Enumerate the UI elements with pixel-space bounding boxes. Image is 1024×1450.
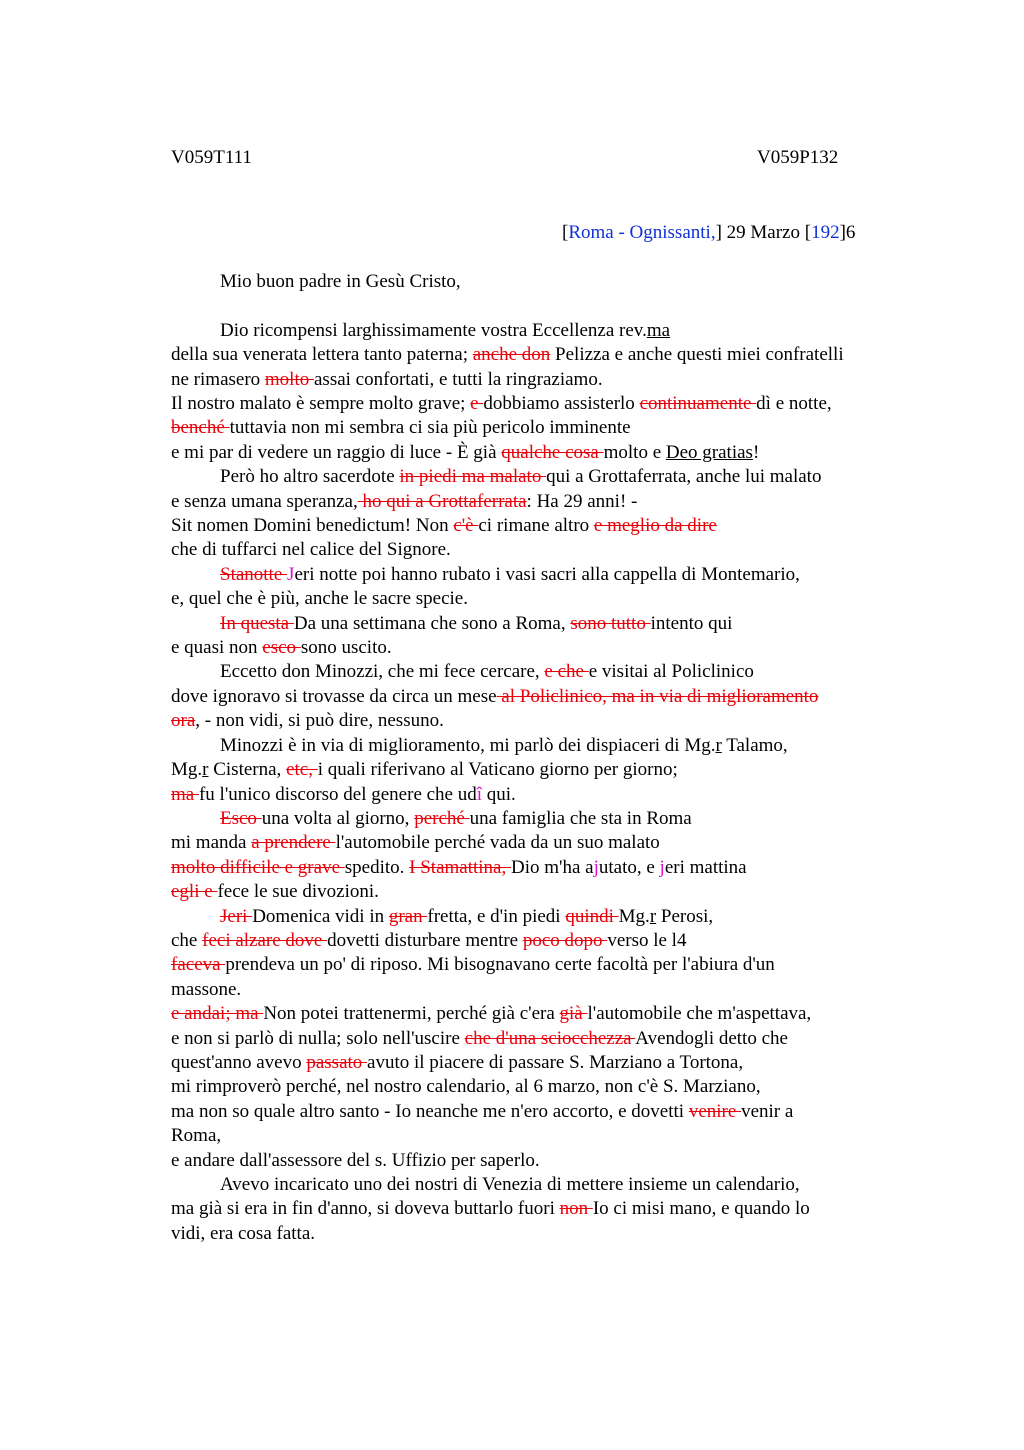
text-line: e andare dall'assessore del s. Uffizio per saperlo. [171, 1149, 540, 1171]
deleted-text: non [559, 1198, 593, 1220]
deleted-text: ho qui a Grottaferrata [357, 490, 527, 512]
deleted-text: e che [544, 661, 589, 683]
text-line [171, 612, 911, 636]
text: Da una settimana che sono a Roma, [293, 612, 571, 634]
text-line [171, 1100, 911, 1124]
text-line [171, 783, 911, 807]
text-line [171, 685, 911, 709]
text-line [171, 734, 911, 758]
text: ma già si era in fin d'anno, si doveva buttarlo fuori [171, 1198, 560, 1220]
text: ne rimasero [171, 368, 265, 390]
text: venir a [741, 1100, 794, 1122]
text-line [171, 1051, 911, 1075]
text: Sit nomen Domini benedictum! Non [171, 515, 454, 537]
underlined-text: Deo gratias [665, 441, 753, 463]
text: Domenica vidi in [252, 905, 389, 927]
text-line [171, 709, 911, 733]
deleted-text: in piedi ma malato [399, 466, 547, 488]
bracket: [ [562, 222, 569, 243]
text: ! [752, 441, 760, 463]
text: eri mattina [664, 856, 747, 878]
text-line [171, 1002, 911, 1026]
text-line: che di tuffarci nel calice del Signore. [171, 539, 451, 561]
text: una famiglia che sta in Roma [469, 807, 692, 829]
text: Il nostro malato è sempre molto grave; [171, 393, 471, 415]
text-line [171, 856, 911, 880]
text: i quali riferivano al Vaticano giorno per giorno; [317, 759, 678, 781]
deleted-text: ma [171, 783, 199, 805]
emended-letter: j [593, 856, 599, 878]
text-line [171, 807, 911, 831]
text: Dio m'ha a [511, 856, 594, 878]
text: Eccetto don Minozzi, che mi fece cercare, [220, 661, 545, 683]
underlined-text: r [202, 759, 209, 781]
deleted-text: feci alzare dove [202, 929, 328, 951]
text: assai confortati, e tutti la ringraziamo. [314, 368, 603, 390]
underlined-text: ma [646, 319, 671, 341]
text: Cisterna, [208, 759, 287, 781]
text: dove ignoravo si trovasse da circa un mese [171, 685, 497, 707]
text: e quasi non [171, 637, 263, 659]
text: eri notte poi hanno rubato i vasi sacri alla cappella di Montemario, [294, 563, 800, 585]
deleted-text: esco [262, 637, 301, 659]
text-line [171, 929, 911, 953]
deleted-text: c'è [453, 515, 479, 537]
deleted-text: sono tutto [570, 612, 651, 634]
text: e non si parlò di nulla; solo nell'uscire [171, 1027, 465, 1049]
deleted-text: I Stamattina, [409, 856, 511, 878]
text-line [171, 392, 911, 416]
text: e visitai al Policlinico [588, 661, 754, 683]
text-line [171, 660, 911, 684]
underlined-text: r [649, 905, 657, 927]
deleted-text: Esco [220, 807, 262, 829]
text-line [171, 1027, 911, 1051]
deleted-text: egli e [171, 881, 218, 903]
text-line [171, 880, 911, 904]
text: : Ha 29 anni! - [526, 490, 638, 512]
text: l'automobile che m'aspettava, [587, 1003, 812, 1025]
text-line: Roma, [171, 1125, 222, 1147]
text: molto e [603, 441, 666, 463]
underlined-text: r [715, 734, 722, 756]
text-line: mi rimproverò perché, nel nostro calendario, al 6 marzo, non c'è S. Marziano, [171, 1076, 761, 1098]
deleted-text: ora [171, 710, 196, 732]
text-line [171, 563, 911, 587]
deleted-text: anche don [472, 344, 551, 366]
text: Minozzi è in via di miglioramento, mi parlò dei dispiaceri di Mg. [220, 734, 716, 756]
text-line [171, 905, 911, 929]
text: Non potei trattenermi, perché già c'era [263, 1003, 560, 1025]
emended-letter: J [287, 563, 295, 585]
text: , - non vidi, si può dire, nessuno. [195, 710, 444, 732]
place-editorial: Roma - Ognissanti, [568, 222, 716, 243]
letter-body [171, 270, 911, 1246]
text: Però ho altro sacerdote [220, 466, 400, 488]
deleted-text: e andai; ma [171, 1003, 264, 1025]
text: spedito. [344, 856, 410, 878]
text-line [171, 416, 911, 440]
deleted-text: benché [171, 417, 230, 439]
text: Mg. [171, 759, 203, 781]
date-end: ]6 [839, 222, 856, 243]
text: mi manda [171, 832, 252, 854]
deleted-text: passato [306, 1051, 368, 1073]
text-line [171, 758, 911, 782]
deleted-text: continuamente [639, 393, 757, 415]
text-line [171, 953, 911, 977]
text: ci rimane altro [478, 515, 594, 537]
deleted-text: venire [688, 1100, 742, 1122]
text: qui a Grottaferrata, anche lui malato [546, 466, 822, 488]
text: dovetti disturbare mentre [327, 929, 523, 951]
text: quest'anno avevo [171, 1051, 307, 1073]
deleted-text: In questa [220, 612, 294, 634]
text-line [171, 831, 911, 855]
deleted-text: che d'una sciocchezza [464, 1027, 636, 1049]
text: Mg. [618, 905, 650, 927]
text: ma non so quale altro santo - Io neanche me n'ero accorto, e dovetti [171, 1100, 689, 1122]
deleted-text: al Policlinico, ma in via di miglioramento [496, 685, 819, 707]
text-line: massone. [171, 978, 242, 1000]
left-reference-code: V059T111 [171, 147, 252, 168]
text: fretta, e d'in piedi [427, 905, 566, 927]
deleted-text: quindi [565, 905, 619, 927]
deleted-text: Stanotte [220, 563, 288, 585]
text: tuttavia non mi sembra ci sia più pericolo imminente [229, 417, 631, 439]
text: dobbiamo assisterlo [483, 393, 640, 415]
emended-letter: j [659, 856, 665, 878]
text: intento qui [650, 612, 733, 634]
text-line [171, 368, 911, 392]
deleted-text: e meglio da dire [593, 515, 717, 537]
deleted-text: perché [414, 807, 470, 829]
text-line [171, 636, 911, 660]
text: Pelizza e anche questi miei confratelli [550, 344, 844, 366]
year-editorial: 192 [811, 222, 840, 243]
text: sono uscito. [300, 637, 392, 659]
text: prendeva un po' di riposo. Mi bisognavano certe facoltà per l'abiura d'un [225, 954, 775, 976]
text-line: vidi, era cosa fatta. [171, 1222, 316, 1244]
text: verso le l4 [607, 929, 687, 951]
deleted-text: etc, [286, 759, 318, 781]
text: Io ci misi mano, e quando lo [592, 1198, 810, 1220]
text-line [171, 490, 911, 514]
deleted-text: molto difficile e grave [171, 856, 345, 878]
deleted-text: qualche cosa [501, 441, 604, 463]
deleted-text: molto [264, 368, 314, 390]
text: e mi par di vedere un raggio di luce - È già [171, 441, 502, 463]
text: e senza umana speranza, [171, 490, 358, 512]
text-line [171, 319, 911, 343]
text: Perosi, [656, 905, 714, 927]
text-line [171, 343, 911, 367]
text-line: e, quel che è più, anche le sacre specie. [171, 588, 468, 610]
text: qui. [482, 783, 516, 805]
text: fu l'unico discorso del genere che ud [198, 783, 477, 805]
date-text: ] 29 Marzo [ [715, 222, 812, 243]
text: dì e notte, [756, 393, 832, 415]
text-line [171, 1197, 911, 1221]
text: che [171, 929, 203, 951]
text-line: Avevo incaricato uno dei nostri di Venezia di mettere insieme un calendario, [220, 1174, 800, 1196]
deleted-text: a prendere [251, 832, 336, 854]
text: l'automobile perché vada da un suo malato [335, 832, 660, 854]
text: Dio ricompensi larghissimamente vostra Eccellenza rev. [220, 319, 647, 341]
text-line [171, 465, 911, 489]
text-line [171, 514, 911, 538]
text: della sua venerata lettera tanto paterna; [171, 344, 473, 366]
deleted-text: gran [388, 905, 428, 927]
deleted-text: faceva [171, 954, 226, 976]
deleted-text: già [559, 1003, 588, 1025]
text: una volta al giorno, [261, 807, 415, 829]
text: Avendogli detto che [635, 1027, 788, 1049]
text-line [171, 441, 911, 465]
text: utato, e [598, 856, 660, 878]
salutation: Mio buon padre in Gesù Cristo, [220, 271, 461, 292]
emended-letter: î [476, 783, 483, 805]
dateline [562, 222, 855, 244]
right-reference-code: V059P132 [757, 147, 839, 168]
text: Talamo, [721, 734, 788, 756]
text: fece le sue divozioni. [217, 881, 379, 903]
blank-line [171, 294, 911, 318]
deleted-text: poco dopo [522, 929, 608, 951]
deleted-text: e [470, 393, 484, 415]
text: avuto il piacere di passare S. Marziano a Tortona, [367, 1051, 744, 1073]
deleted-text: Jeri [220, 905, 253, 927]
